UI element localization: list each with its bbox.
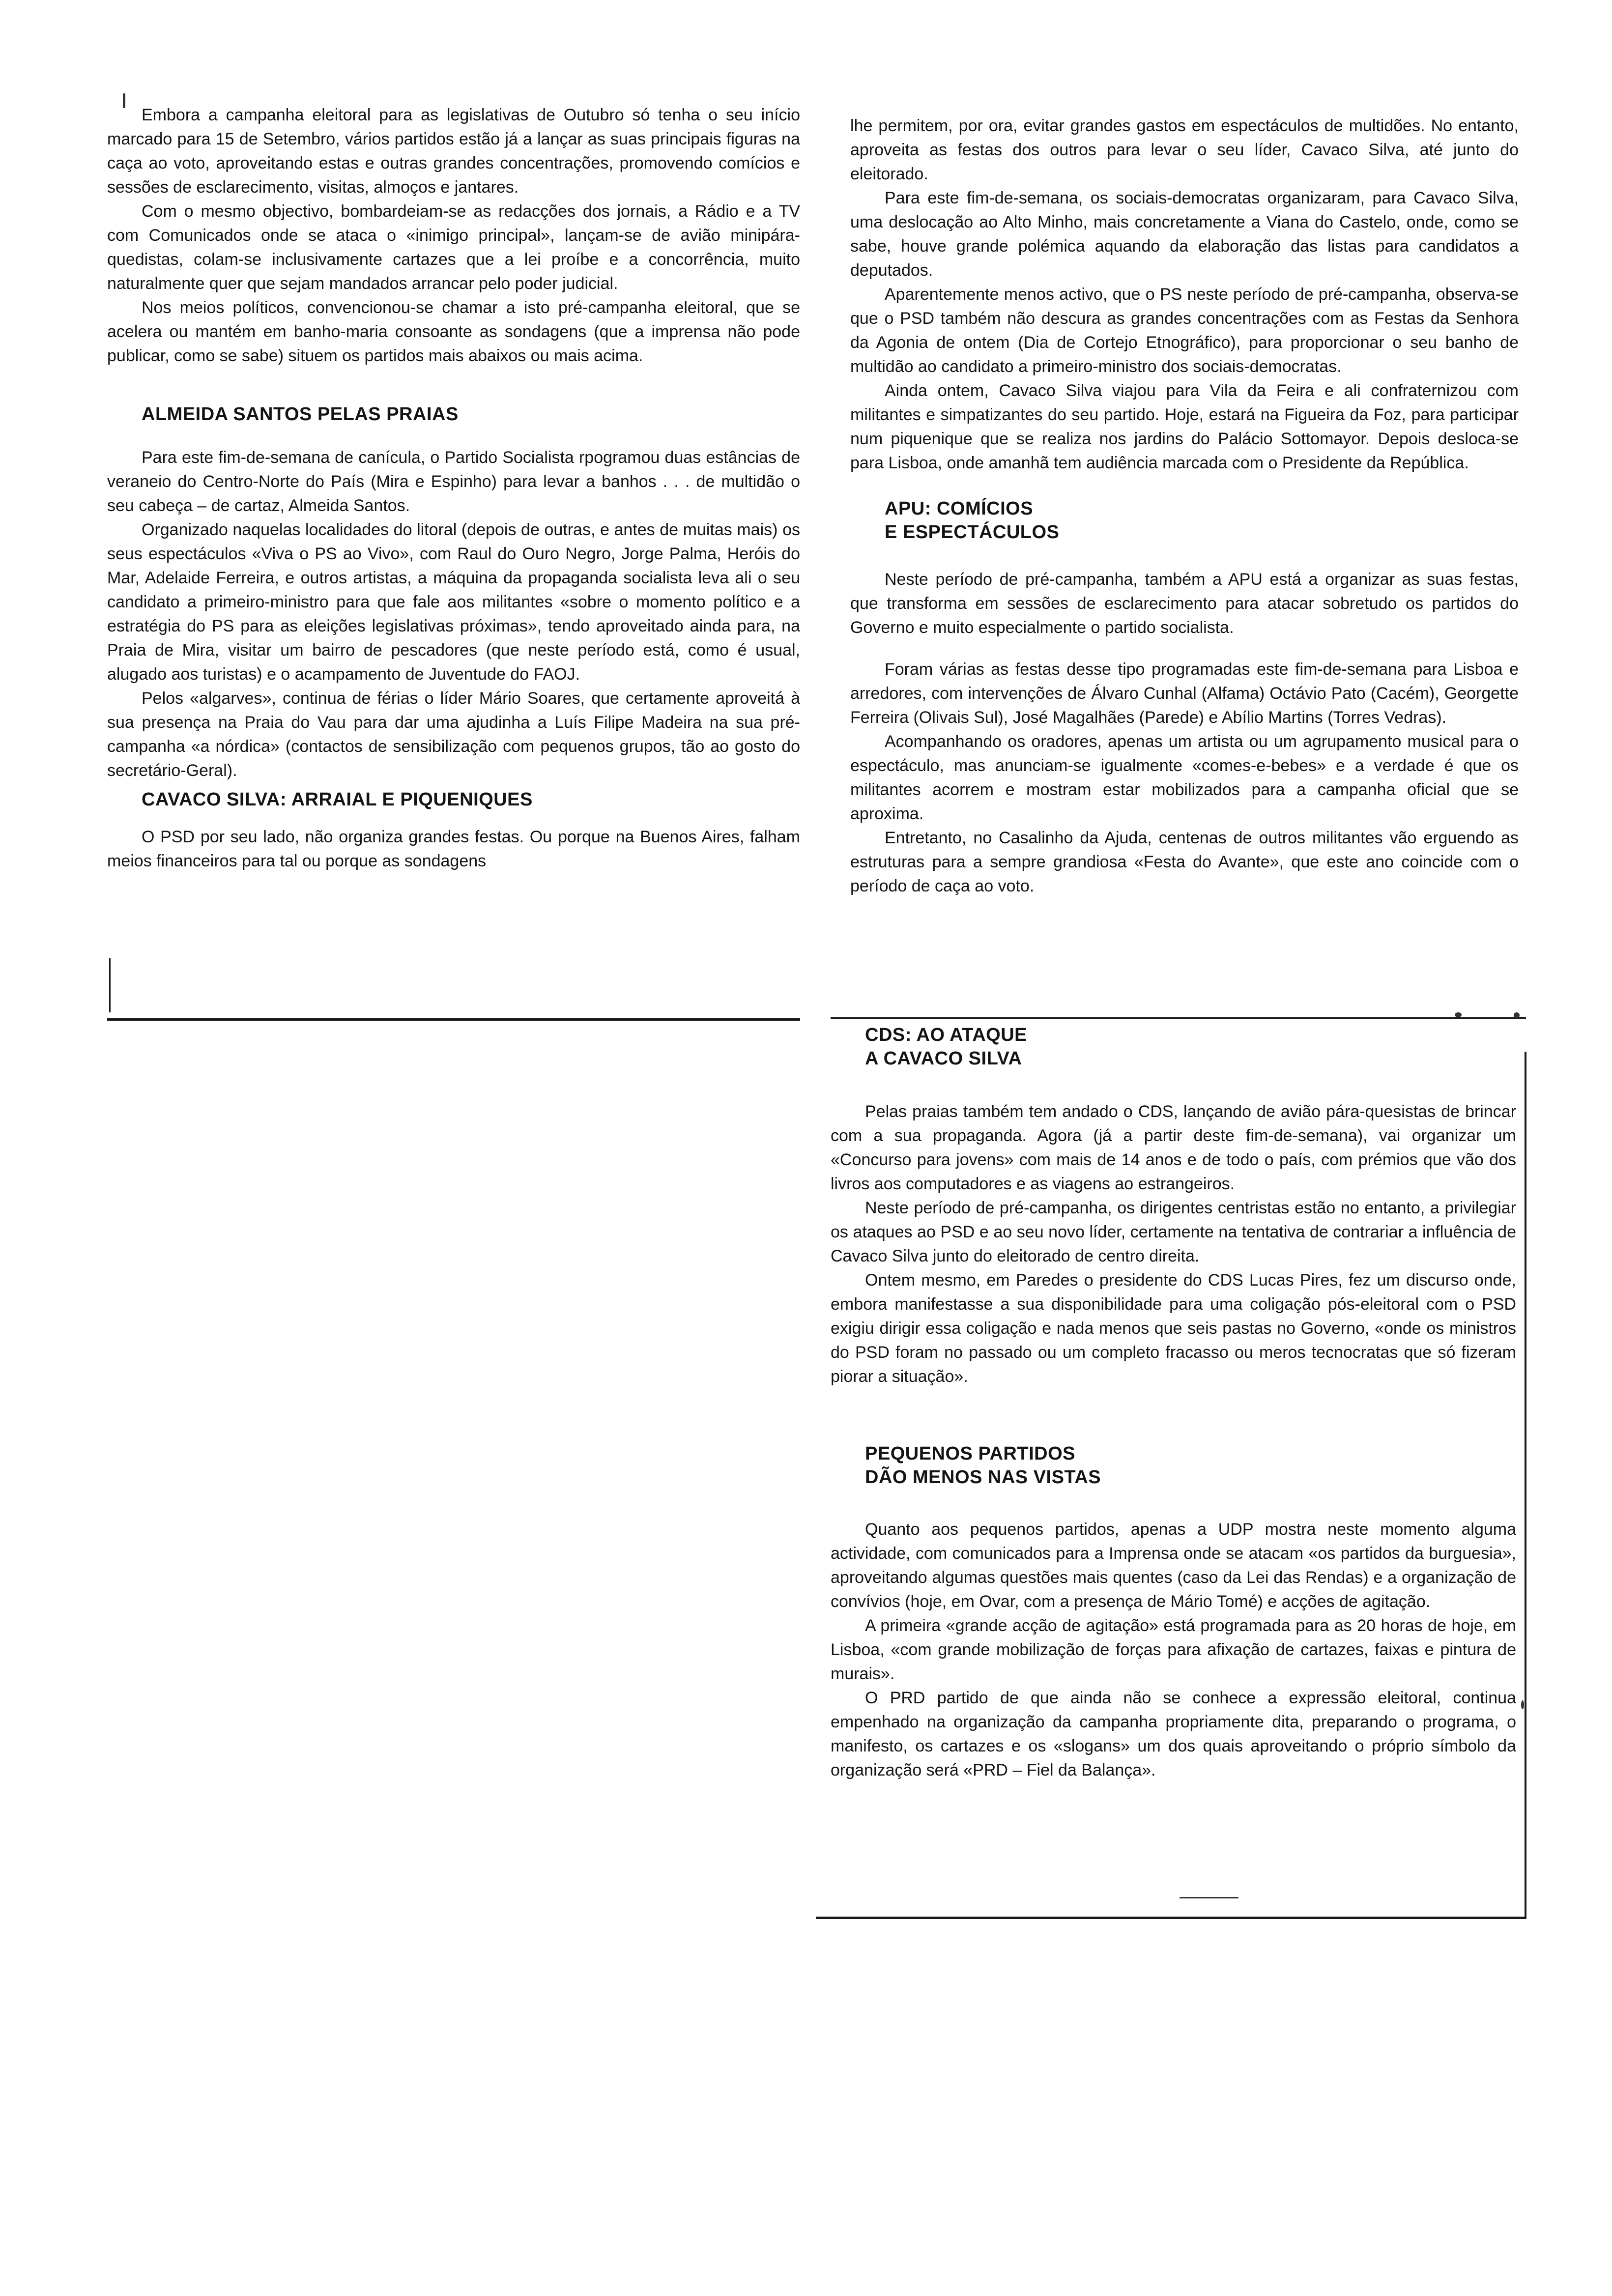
section-paragraph: Ontem mesmo, em Paredes o presidente do CDS Lucas Pires, fez um discurso onde, embora manifestasse a sua disponibilidade para uma coligação pós-eleitoral com o PSD exigiu dirigir essa coligação e nada menos que seis pastas no Governo, «onde os ministros do PSD foram no passado ou um completo fracasso ou meros tecnocratas que só fizeram piorar a situação». — [831, 1271, 1516, 1386]
scan-speck — [123, 93, 125, 108]
section-paragraph: Pelos «algarves», continua de férias o líder Mário Soares, que certamente aproveitá à sua presença na Praia do Vau para dar uma ajudinha a Luís Filipe Madeira na sua pré-campanha «a nórdica» (contactos de sensibilização com pequenos grupos, tão ao gosto do secretário-Geral). — [107, 689, 800, 780]
section-paragraph: O PSD por seu lado, não organiza grandes festas. Ou porque na Buenos Aires, falham meios financeiros para tal ou porque as sondagens — [107, 828, 800, 870]
section-heading: ALMEIDA SANTOS PELAS PRAIAS — [142, 404, 459, 425]
intro-paragraph: Com o mesmo objectivo, bombardeiam-se as redacções dos jornais, a Rádio e a TV com Comunicados onde se ataca o «inimigo principal», lançam-se de avião minipára-quedistas, colam-se inclusivamente cartazes que a lei proíbe e a concorrência, muito naturalmente quer que sejam mandados arrancar pelo poder judicial. — [107, 202, 800, 293]
section-heading: CAVACO SILVA: ARRAIAL E PIQUENIQUES — [142, 789, 533, 810]
section-paragraph: Acompanhando os oradores, apenas um artista ou um agrupamento musical para o espectáculo, mas anunciam-se igualmente «comes-e-bebes» e a verdade é que os militantes acorrem e mostram estar mobilizados para a campanha oficial que se aproxima. — [850, 732, 1519, 823]
continuation-paragraph: lhe permitem, por ora, evitar grandes gastos em espectáculos de multidões. No entanto, aproveita as festas dos outros para levar o seu líder, Cavaco Silva, até junto do eleitorado. — [850, 116, 1519, 183]
cds-top-rule — [831, 1017, 1526, 1019]
section-heading-line: E ESPECTÁCULOS — [885, 522, 1060, 543]
section-heading-line: A CAVACO SILVA — [865, 1048, 1022, 1069]
apu-heading — [850, 497, 1519, 544]
continuation-paragraph: Para este fim-de-semana, os sociais-democratas organizaram, para Cavaco Silva, uma deslocação ao Alto Minho, mais concretamente a Viana do Castelo, onde, como se sabe, houve grande polémica aquando da elaboração das listas para candidatos a deputados. — [850, 189, 1519, 280]
intro-paragraph: Embora a campanha eleitoral para as legislativas de Outubro só tenha o seu início marcado para 15 de Setembro, vários partidos estão já a lançar as suas principais figuras na caça ao voto, aproveitando estas e outras grandes concentrações, promovendo comícios e sessões de esclarecimento, visitas, almoços e jantares. — [107, 106, 800, 197]
section-heading-line: DÃO MENOS NAS VISTAS — [865, 1467, 1101, 1488]
section-paragraph: Foram várias as festas desse tipo programadas este fim-de-semana para Lisboa e arredores, com intervenções de Álvaro Cunhal (Alfama) Octávio Pato (Cacém), Georgette Ferreira (Olivais Sul), José Magalhães (Parede) e Abílio Martins (Torres Vedras). — [850, 660, 1519, 727]
section-heading-line: CDS: AO ATAQUE — [865, 1025, 1027, 1045]
section-paragraph: O PRD partido de que ainda não se conhece a expressão eleitoral, continua empenhado na organização da campanha propriamente dita, preparando o programa, o manifesto, os cartazes e os «slogans» um dos quais aproveitando o próprio símbolo da organização será «PRD – Fiel da Balança». — [831, 1689, 1516, 1779]
scan-speck — [1521, 1700, 1524, 1709]
intro-paragraph: Nos meios políticos, convencionou-se chamar a isto pré-campanha eleitoral, que se acelera ou mantém em banho-maria consoante as sondagens (que a imprensa não pode publicar, como se sabe) situem os partidos mais abaixos ou mais acima. — [107, 298, 800, 365]
section-paragraph: Entretanto, no Casalinho da Ajuda, centenas de outros militantes vão erguendo as estruturas para a sempre grandiosa «Festa do Avante», que este ano coincide com o período de caça ao voto. — [850, 829, 1519, 895]
scan-speck — [1455, 1012, 1462, 1017]
section-heading-line: APU: COMÍCIOS — [885, 498, 1034, 519]
section-paragraph: Para este fim-de-semana de canícula, o Partido Socialista rpogramou duas estâncias de veraneio do Centro-Norte do País (Mira e Espinho) para levar a banhos . . . de multidão o seu cabeça – de cartaz, Almeida Santos. — [107, 448, 800, 515]
cds-right-rule — [1525, 1052, 1526, 1917]
cds-heading — [831, 1023, 1516, 1070]
section-paragraph: Quanto aos pequenos partidos, apenas a UDP mostra neste momento alguma actividade, com comunicados para a Imprensa onde se atacam «os partidos da burguesia», aproveitando algumas questões mais quentes (caso da Lei das Rendas) e a organização de convívios (hoje, em Ovar, com a presença de Mário Tomé) e acções de agitação. — [831, 1520, 1516, 1611]
section-paragraph: Pelas praias também tem andado o CDS, lançando de avião pára-quesistas de brincar com a sua propaganda. Agora (já a partir deste fim-de-semana), vai organizar um «Concurso para jovens» com mais de 14 anos e de todo o país, com prémios que vão dos livros aos computadores e as viagens ao estrangeiros. — [831, 1102, 1516, 1193]
section-paragraph: Neste período de pré-campanha, os dirigentes centristas estão no entanto, a privilegiar os ataques ao PSD e ao seu novo líder, certamente na tentativa de contrariar a influência de Cavaco Silva junto do eleitorado de centro direita. — [831, 1199, 1516, 1265]
right-column-lower — [831, 1023, 1516, 1782]
section-paragraph: A primeira «grande acção de agitação» está programada para as 20 horas de hoje, em Lisboa, «com grande mobilização de forças para afixação de cartazes, faixas e pintura de murais». — [831, 1616, 1516, 1683]
continuation-paragraph: Aparentemente menos activo, que o PS neste período de pré-campanha, observa-se que o PSD também não descura as grandes concentrações com as Festas da Senhora da Agonia de ontem (Dia de Cortejo Etnográfico), para proporcionar o seu banho de multidão ao candidato a primeiro-ministro dos sociais-democratas. — [850, 285, 1519, 376]
scan-speck — [1180, 1897, 1238, 1898]
cds-bottom-rule — [816, 1917, 1526, 1919]
scan-speck — [1514, 1012, 1520, 1018]
left-margin-mark — [109, 958, 111, 1012]
continuation-paragraph: Ainda ontem, Cavaco Silva viajou para Vila da Feira e ali confraternizou com militantes e simpatizantes do seu partido. Hoje, estará na Figueira da Foz, para participar num piquenique que se realiza nos jardins do Palácio Sottomayor. Depois desloca-se para Lisboa, onde amanhã tem audiência marcada com o Presidente da República. — [850, 381, 1519, 472]
right-column-upper — [850, 114, 1519, 898]
left-column — [107, 103, 800, 873]
column-bottom-rule — [107, 1018, 800, 1021]
section-heading-line: PEQUENOS PARTIDOS — [865, 1443, 1075, 1464]
section-paragraph: Neste período de pré-campanha, também a APU está a organizar as suas festas, que transforma em sessões de esclarecimento para atacar sobretudo os partidos do Governo e muito especialmente o partido socialista. — [850, 570, 1519, 637]
small-parties-heading — [831, 1442, 1516, 1489]
section-paragraph: Organizado naquelas localidades do litoral (depois de outras, e antes de muitas mais) os seus espectáculos «Viva o PS ao Vivo», com Raul do Ouro Negro, Jorge Palma, Heróis do Mar, Adelaide Ferreira, e outros artistas, a máquina da propaganda socialista leva ali o seu candidato a primeiro-ministro para que fale aos militantes «sobre o momento político e a estratégia do PS para as eleições legislativas próximas», tendo aproveitado ainda para, na Praia de Mira, visitar um bairro de pescadores (que neste período está, como é usual, alugado aos turistas) e o acampamento de Juventude do FAOJ. — [107, 520, 800, 684]
